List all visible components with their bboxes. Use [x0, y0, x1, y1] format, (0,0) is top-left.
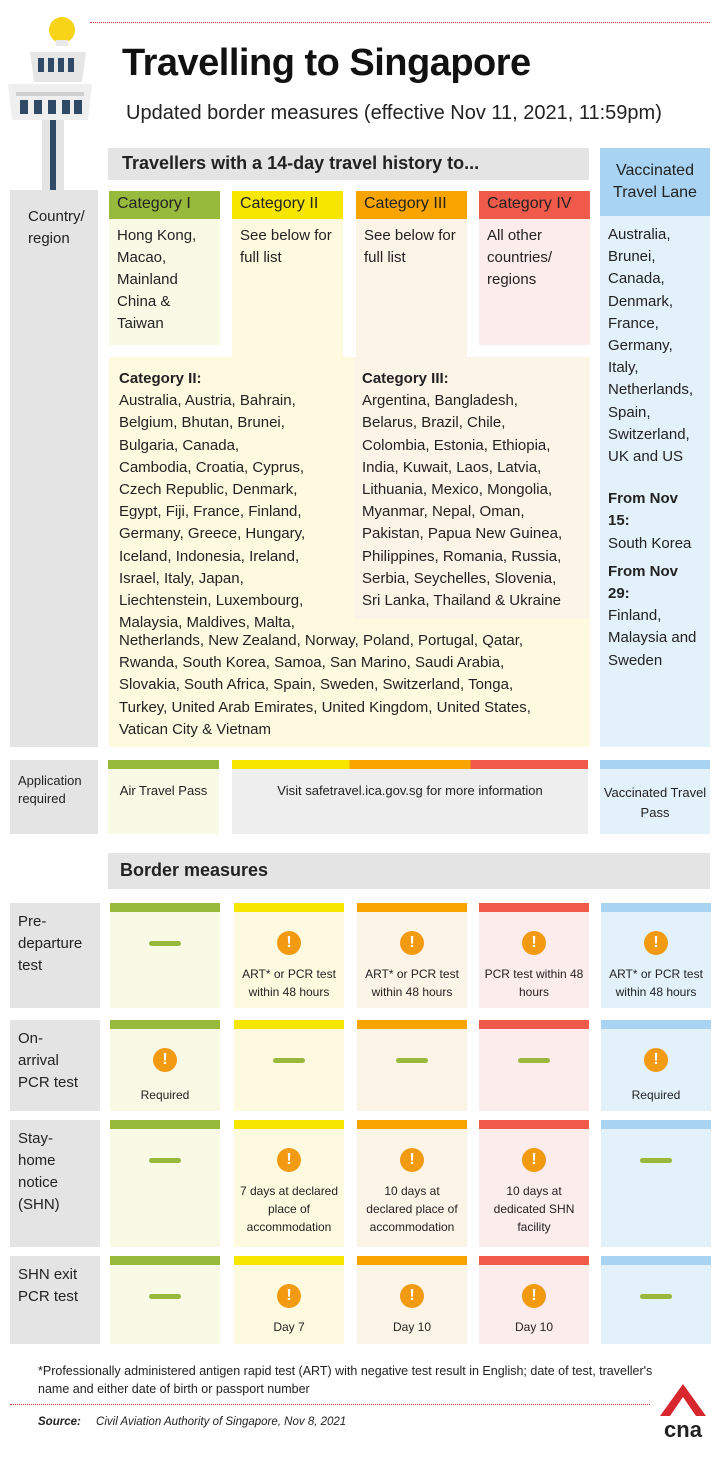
list-line: India, Kuwait, Laos, Latvia,: [362, 458, 542, 476]
row-stripe: [110, 1256, 220, 1265]
row-label-text: On-arrival PCR test: [18, 1030, 79, 1091]
list-line: Argentina, Bangladesh,: [362, 392, 518, 410]
measure-text: ART* or PCR test within 48 hours: [365, 967, 459, 999]
category-2-list-wide: [119, 630, 589, 741]
category-2-list-heading: Category II:: [119, 370, 202, 387]
row-stripe: [479, 903, 589, 912]
measure-cell: [479, 912, 589, 1008]
vtl-column: [600, 216, 710, 747]
measure-cell: [234, 1129, 344, 1247]
row-stripe: [601, 1020, 711, 1029]
measure-text: ART* or PCR test within 48 hours: [242, 967, 336, 999]
warning-icon: !: [522, 1148, 546, 1172]
category-3-list: [362, 368, 590, 612]
list-line: Turkey, United Arab Emirates, United Kingdom, United States,: [119, 698, 531, 716]
measure-cell: [234, 1265, 344, 1344]
row-stripe: [601, 903, 711, 912]
warning-icon: !: [400, 1284, 424, 1308]
application-cat234-stripe: [232, 760, 588, 769]
travellers-heading: Travellers with a 14-day travel history to...: [108, 148, 589, 180]
measure-text: 7 days at declared place of accommodation: [239, 1184, 339, 1234]
list-line: Lithuania, Mexico, Mongolia,: [362, 481, 553, 499]
list-line: Egypt, Fiji, France, Finland,: [119, 503, 302, 521]
cna-logo: [660, 1384, 706, 1440]
application-vtl-stripe: [600, 760, 710, 769]
application-vtl: [600, 769, 710, 834]
list-line: Colombia, Estonia, Ethiopia,: [362, 436, 551, 454]
measure-text: Day 7: [273, 1320, 305, 1334]
row-stripe: [110, 1020, 220, 1029]
row-stripe: [479, 1120, 589, 1129]
list-line: Slovakia, South Africa, Spain, Sweden, Switzerland, Tonga,: [119, 676, 514, 694]
country-row-label-text: Country/ region: [28, 208, 85, 247]
measure-cell: [479, 1265, 589, 1344]
row-label-text: SHN exit PCR test: [18, 1266, 79, 1305]
country-row-label: [10, 190, 98, 747]
warning-icon: !: [400, 931, 424, 955]
list-line: Germany, Greece, Hungary,: [119, 525, 306, 543]
row-stripe: [601, 1120, 711, 1129]
warning-icon: !: [277, 1148, 301, 1172]
dash-icon: [640, 1294, 672, 1299]
measure-cell: [110, 1029, 220, 1111]
row-stripe: [357, 903, 467, 912]
measure-cell: [479, 1029, 589, 1111]
category-1-desc: Hong Kong, Macao, Mainland China & Taiwan: [109, 219, 220, 345]
cna-logo-mark: [660, 1384, 706, 1416]
list-line: Philippines, Romania, Russia,: [362, 547, 562, 565]
control-tower-icon: [8, 12, 92, 190]
vtl-nov15-label: From Nov 15:: [608, 490, 679, 530]
list-line: Belgium, Bhutan, Brunei,: [119, 414, 285, 432]
vtl-nov29-countries: Finland, Malaysia and Sweden: [608, 607, 697, 669]
application-cat1-stripe: [108, 760, 219, 769]
page-title: Travelling to Singapore: [122, 42, 531, 84]
row-stripe: [357, 1256, 467, 1265]
row-label-onarrival: [10, 1020, 100, 1111]
measure-text: PCR test within 48 hours: [484, 967, 584, 999]
dash-icon: [396, 1058, 428, 1063]
warning-icon: !: [522, 931, 546, 955]
dash-icon: [149, 1294, 181, 1299]
row-stripe: [234, 903, 344, 912]
category-3-head: Category III: [356, 191, 467, 219]
row-stripe: [110, 1120, 220, 1129]
footnote: *Professionally administered antigen rapid test (ART) with negative test result in English; date of test, traveller's name and either date of birth or passport number: [38, 1364, 653, 1396]
list-line: Malaysia, Maldives, Malta,: [119, 614, 295, 632]
row-label-shn: [10, 1120, 100, 1247]
measure-text: Day 10: [392, 1320, 432, 1334]
list-line: Vatican City & Vietnam: [119, 720, 272, 738]
category-4-desc: All other countries/ regions: [479, 219, 590, 345]
vtl-nov29-label: From Nov 29:: [608, 562, 679, 603]
category-1-head: Category I: [109, 191, 220, 219]
cna-logo-text: cna: [664, 1417, 702, 1442]
row-stripe: [357, 1120, 467, 1129]
row-label-shn_exit: [10, 1256, 100, 1344]
list-line: Netherlands, New Zealand, Norway, Poland, Portugal, Qatar,: [119, 632, 524, 649]
application-vtl-text: Vaccinated Travel Pass: [603, 785, 707, 820]
list-line: Cambodia, Croatia, Cyprus,: [119, 458, 305, 476]
list-line: Serbia, Seychelles, Slovenia,: [362, 569, 557, 587]
top-divider: [90, 22, 710, 23]
page-subtitle: Updated border measures (effective Nov 11, 2021, 11:59pm): [126, 102, 662, 124]
list-line: Iceland, Indonesia, Ireland,: [119, 547, 300, 565]
row-label-text: Stay-home notice (SHN): [18, 1130, 60, 1213]
measure-cell: [357, 1265, 467, 1344]
list-line: Myanmar, Nepal, Oman,: [362, 503, 525, 521]
list-line: Rwanda, South Korea, Samoa, San Marino, Saudi Arabia,: [119, 654, 505, 672]
warning-icon: !: [277, 931, 301, 955]
list-line: Australia, Austria, Bahrain,: [119, 392, 296, 410]
measure-cell: [601, 912, 711, 1008]
measure-cell: [601, 1129, 711, 1247]
category-2-list: [119, 368, 359, 634]
measure-cell: [601, 1265, 711, 1344]
measure-cell: [601, 1029, 711, 1111]
list-line: Bulgaria, Canada,: [119, 436, 240, 454]
category-2-head: Category II: [232, 191, 343, 219]
warning-icon: !: [400, 1148, 424, 1172]
list-line: Belarus, Brazil, Chile,: [362, 414, 506, 432]
row-stripe: [479, 1020, 589, 1029]
measure-cell: [357, 1029, 467, 1111]
list-line: Czech Republic, Denmark,: [119, 481, 298, 499]
vtl-nov15-countries: South Korea: [608, 534, 692, 552]
application-row-label-text: Application required: [18, 773, 82, 806]
category-3-desc: See below for full list: [356, 219, 467, 357]
row-stripe: [479, 1256, 589, 1265]
measure-cell: [110, 1265, 220, 1344]
measure-text: 10 days at dedicated SHN facility: [493, 1184, 575, 1234]
measure-cell: [110, 1129, 220, 1247]
measure-cell: [110, 912, 220, 1008]
row-stripe: [234, 1120, 344, 1129]
warning-icon: !: [153, 1048, 177, 1072]
application-cat1: [108, 769, 219, 834]
application-row-label: [10, 760, 98, 834]
row-label-text: Pre-departure test: [18, 913, 83, 974]
measure-cell: [234, 912, 344, 1008]
row-stripe: [357, 1020, 467, 1029]
dash-icon: [149, 1158, 181, 1163]
vtl-heading: Vaccinated Travel Lane: [600, 148, 710, 216]
measure-cell: [479, 1129, 589, 1247]
source-text: Civil Aviation Authority of Singapore, Nov 8, 2021: [96, 1416, 347, 1428]
warning-icon: !: [644, 1048, 668, 1072]
row-stripe: [110, 903, 220, 912]
list-line: Israel, Italy, Japan,: [119, 569, 244, 587]
category-2-desc: See below for full list: [232, 219, 343, 357]
warning-icon: !: [644, 931, 668, 955]
dash-icon: [518, 1058, 550, 1063]
row-stripe: [601, 1256, 711, 1265]
application-cat1-text: Air Travel Pass: [119, 783, 208, 798]
border-measures-heading: Border measures: [108, 853, 710, 889]
measure-cell: [357, 912, 467, 1008]
list-line: Sri Lanka, Thailand & Ukraine: [362, 592, 561, 610]
measure-text: Day 10: [514, 1320, 554, 1334]
application-cat234: [232, 769, 588, 834]
application-cat234-text: Visit safetravel.ica.gov.sg for more information: [277, 783, 543, 798]
warning-icon: !: [522, 1284, 546, 1308]
row-stripe: [234, 1256, 344, 1265]
dash-icon: [149, 941, 181, 946]
dash-icon: [640, 1158, 672, 1163]
measure-text: Required: [140, 1088, 190, 1102]
dash-icon: [273, 1058, 305, 1063]
row-label-predeparture: [10, 903, 100, 1008]
measure-text: ART* or PCR test within 48 hours: [609, 967, 703, 999]
list-line: Liechtenstein, Luxembourg,: [119, 592, 304, 610]
measure-cell: [357, 1129, 467, 1247]
measure-text: Required: [631, 1088, 681, 1102]
list-line: Pakistan, Papua New Guinea,: [362, 525, 563, 543]
source: [38, 1416, 346, 1428]
vtl-countries: Australia, Brunei, Canada, Denmark, France, Germany, Italy, Netherlands, Spain, Switzerland, UK and US: [608, 226, 694, 466]
bottom-divider: [10, 1404, 650, 1405]
measure-text: 10 days at declared place of accommodation: [366, 1184, 458, 1234]
row-stripe: [234, 1020, 344, 1029]
measure-cell: [234, 1029, 344, 1111]
category-4-head: Category IV: [479, 191, 590, 219]
warning-icon: !: [277, 1284, 301, 1308]
category-3-list-heading: Category III:: [362, 370, 449, 387]
source-label: Source:: [38, 1416, 81, 1428]
